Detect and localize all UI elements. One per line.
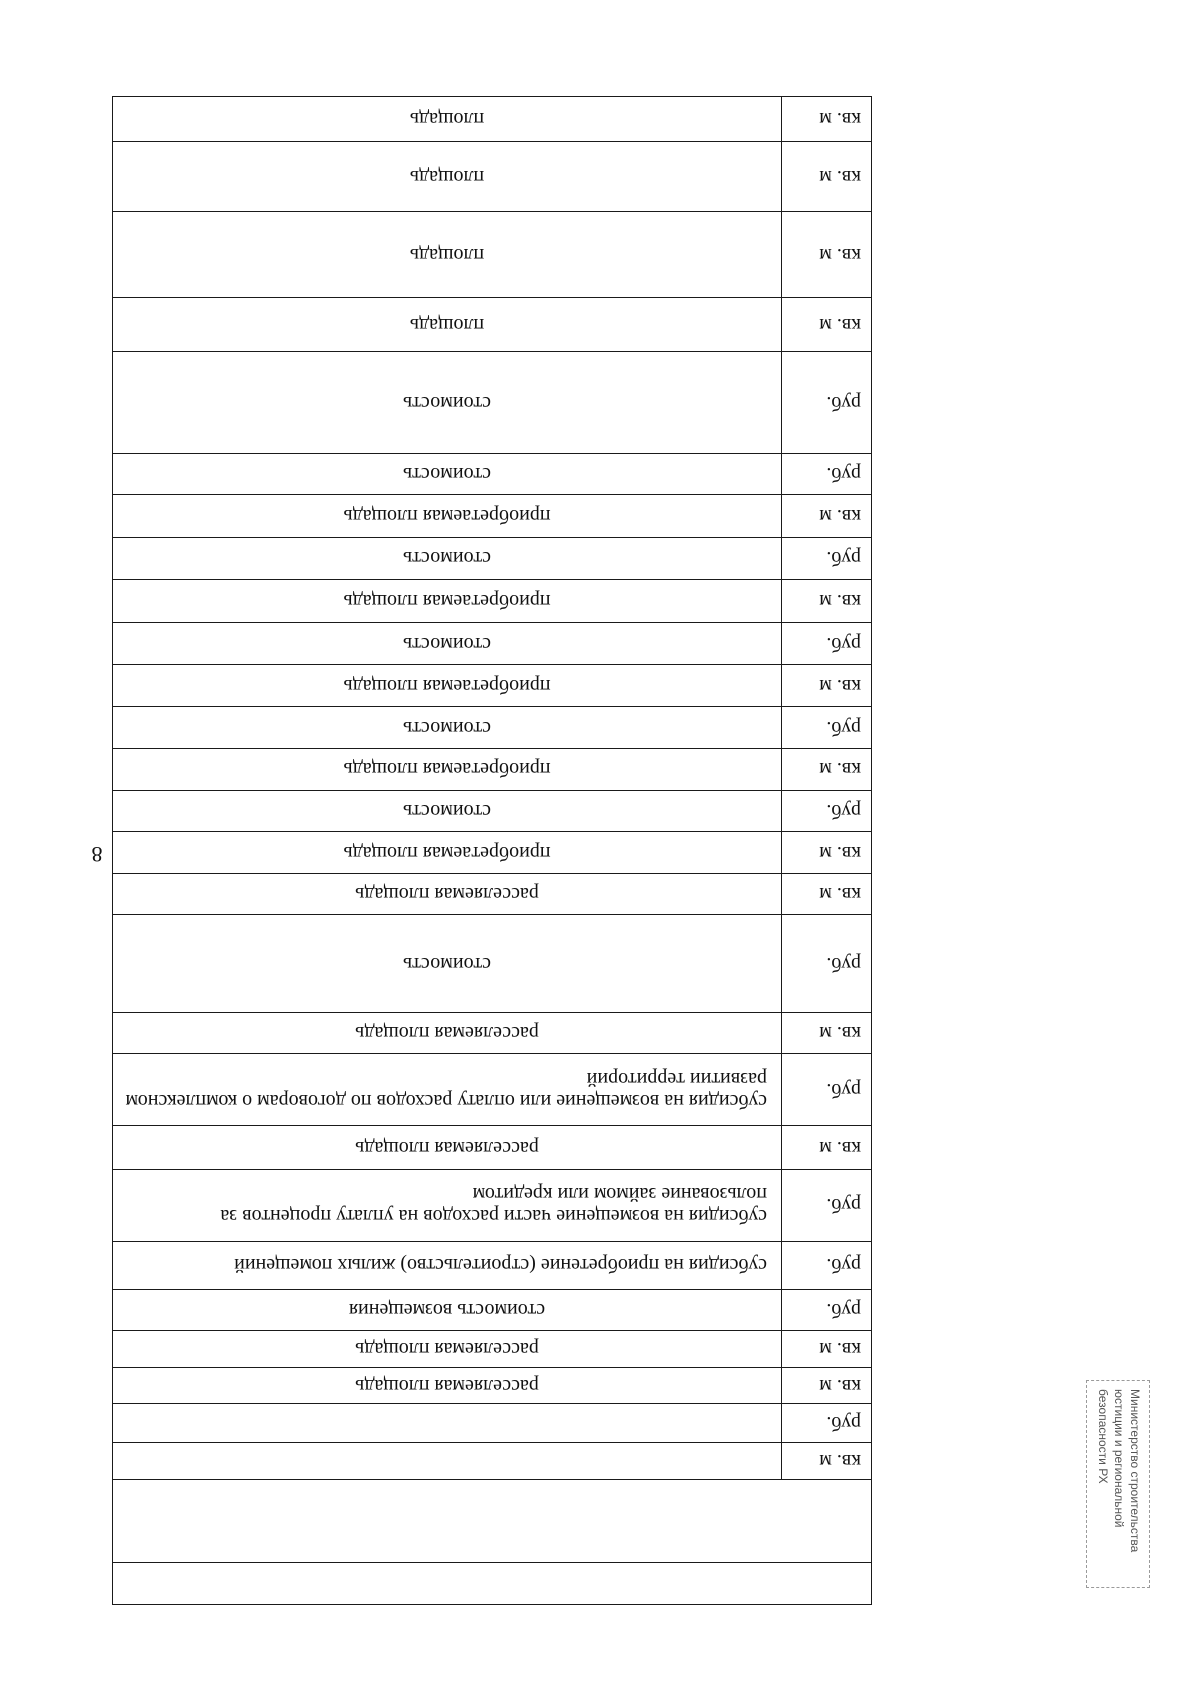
table-cell-unit: руб. — [782, 1241, 872, 1289]
table-cell-unit: руб. — [782, 915, 872, 1013]
stamp-line-3: безопасности РХ — [1096, 1389, 1110, 1484]
table-cell-unit: кв. м — [782, 297, 872, 352]
table-cell-unit: кв. м — [782, 579, 872, 622]
table-row — [113, 97, 872, 142]
table-cell-description: субсидия на приобретение (строительство) жилых помещений — [113, 1241, 782, 1289]
table-cell-description: стоимость — [113, 790, 782, 831]
table-row — [113, 1290, 872, 1331]
table-cell-unit: кв. м — [782, 495, 872, 537]
table-cell-unit: руб. — [782, 537, 872, 579]
table-cell-blank — [113, 1480, 872, 1562]
table-cell-description: расселяемая площадь — [113, 1368, 782, 1404]
table-cell-unit: руб. — [782, 1290, 872, 1331]
table-cell-unit: руб. — [782, 352, 872, 454]
table-row — [113, 1169, 872, 1241]
table-cell-description: субсидия на возмещение части расходов на уплату процентов за пользование займом или кредитом — [113, 1169, 782, 1241]
table-row — [113, 297, 872, 352]
table-cell-description: стоимость — [113, 454, 782, 495]
table-row — [113, 874, 872, 915]
table-row — [113, 495, 872, 537]
table-cell-unit: кв. м — [782, 748, 872, 790]
table-cell-description: стоимость — [113, 623, 782, 665]
stamp-line-2: юстиции и региональной — [1112, 1389, 1126, 1528]
table-row — [113, 707, 872, 748]
table-row — [113, 537, 872, 579]
table-cell-unit: кв. м — [782, 1126, 872, 1169]
table-row — [113, 1126, 872, 1169]
table-cell-unit: кв. м — [782, 832, 872, 874]
table-row — [113, 454, 872, 495]
table-cell-unit: кв. м — [782, 1013, 872, 1054]
table-row — [113, 665, 872, 707]
page-number: 8 — [91, 842, 103, 867]
table-cell-description: площадь — [113, 142, 782, 212]
table-cell-description: стоимость возмещения — [113, 1290, 782, 1331]
table-cell-unit: кв. м — [782, 142, 872, 212]
table-cell-description: стоимость — [113, 537, 782, 579]
table-cell-description: стоимость — [113, 352, 782, 454]
table-cell-description: приобретаемая площадь — [113, 495, 782, 537]
table-row — [113, 212, 872, 297]
table-row — [113, 832, 872, 874]
table-row — [113, 1241, 872, 1289]
table-cell-description: приобретаемая площадь — [113, 665, 782, 707]
registration-stamp — [1086, 1380, 1150, 1588]
table-cell-description: площадь — [113, 297, 782, 352]
table-cell-unit: руб. — [782, 1169, 872, 1241]
table-cell-unit: кв. м — [782, 1443, 872, 1480]
table-cell-description: приобретаемая площадь — [113, 748, 782, 790]
table-row — [113, 142, 872, 212]
table-cell-description: площадь — [113, 97, 782, 142]
table-cell-description — [113, 1443, 782, 1480]
table-cell-unit: кв. м — [782, 874, 872, 915]
table-cell-unit: руб. — [782, 454, 872, 495]
table-cell-description: субсидия на возмещение или оплату расходов по договорам о комплексном развитии территорий — [113, 1054, 782, 1126]
table-cell-description: стоимость — [113, 915, 782, 1013]
table-cell-unit: кв. м — [782, 665, 872, 707]
table-cell-unit: руб. — [782, 790, 872, 831]
table-cell-unit: кв. м — [782, 1331, 872, 1368]
table-cell-unit: кв. м — [782, 212, 872, 297]
table-cell-blank — [113, 1562, 872, 1604]
table-row — [113, 579, 872, 622]
table-cell-description: приобретаемая площадь — [113, 579, 782, 622]
table-cell-unit: кв. м — [782, 97, 872, 142]
table-cell-description: площадь — [113, 212, 782, 297]
table-cell-unit: руб. — [782, 707, 872, 748]
table-row — [113, 352, 872, 454]
data-table — [112, 96, 872, 1605]
table-row — [113, 1480, 872, 1562]
table-row — [113, 1054, 872, 1126]
table-row — [113, 1443, 872, 1480]
table-cell-description — [113, 1404, 782, 1443]
table-cell-description: расселяемая площадь — [113, 1013, 782, 1054]
table-row — [113, 1013, 872, 1054]
table-cell-description: стоимость — [113, 707, 782, 748]
table-cell-description: расселяемая площадь — [113, 1331, 782, 1368]
table-row — [113, 1562, 872, 1604]
table-cell-description: расселяемая площадь — [113, 1126, 782, 1169]
table-cell-unit: кв. м — [782, 1368, 872, 1404]
stamp-line-1: Министерство строительства — [1128, 1389, 1142, 1553]
table-cell-unit: руб. — [782, 623, 872, 665]
table-cell-unit: руб. — [782, 1054, 872, 1126]
table-row — [113, 915, 872, 1013]
table-cell-description: расселяемая площадь — [113, 874, 782, 915]
table-row — [113, 623, 872, 665]
table-cell-unit: руб. — [782, 1404, 872, 1443]
table-row — [113, 1368, 872, 1404]
table-row — [113, 1404, 872, 1443]
table-row — [113, 1331, 872, 1368]
table-row — [113, 790, 872, 831]
table-row — [113, 748, 872, 790]
table-cell-description: приобретаемая площадь — [113, 832, 782, 874]
